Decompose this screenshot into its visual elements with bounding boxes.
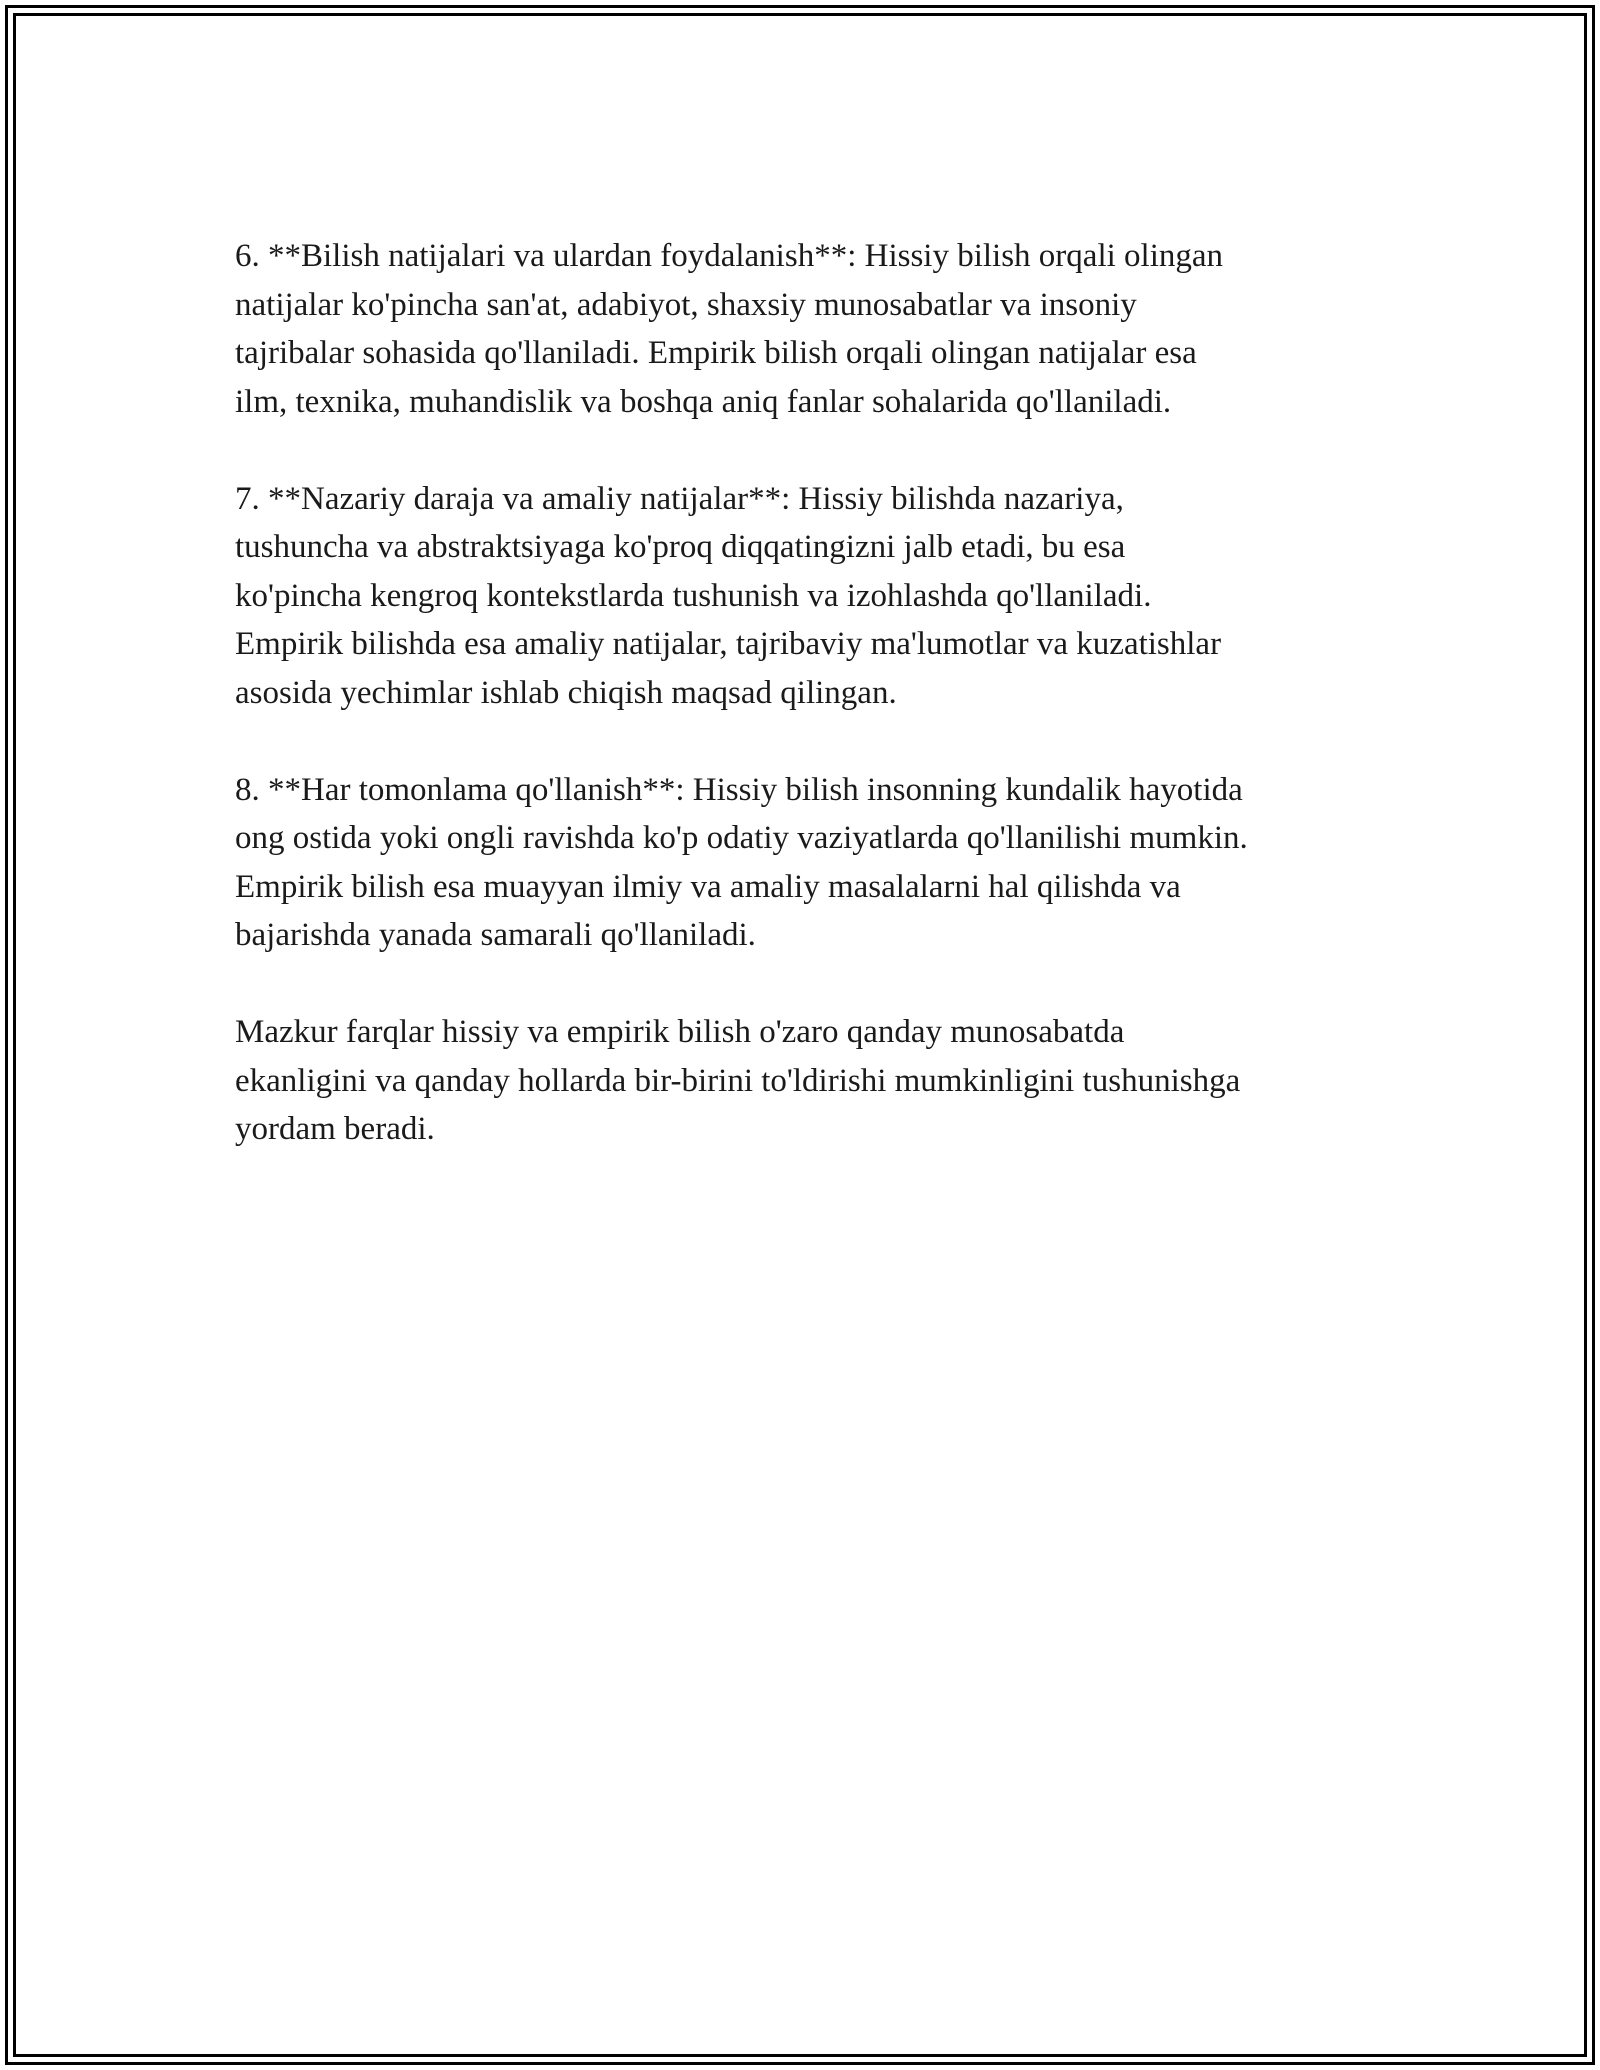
text-line: tushuncha va abstraktsiyaga ko'proq diqqatingizni jalb etadi, bu esa [235,529,1126,565]
text-line: natijalar ko'pincha san'at, adabiyot, shaxsiy munosabatlar va insoniy [235,286,1137,323]
text-line: 7. **Nazariy daraja va amaliy natijalar**: Hissiy bilishda nazariya, [235,480,1124,517]
text-line: 8. **Har tomonlama qo'llanish**: Hissiy bilish insonning kundalik hayotida [235,771,1243,808]
text-line: Mazkur farqlar hissiy va empirik bilish o'zaro qanday munosabatda [235,1014,1125,1050]
text-line: Empirik bilish esa muayyan ilmiy va amaliy masalalarni hal qilishda va [235,868,1181,905]
text-line: ilm, texnika, muhandislik va boshqa aniq fanlar sohalarida qo'llaniladi. [235,383,1172,420]
text-line: ong ostida yoki ongli ravishda ko'p odatiy vaziyatlarda qo'llanilishi mumkin. [235,820,1248,856]
paragraph-item-8 [235,766,1385,960]
text-line: 6. **Bilish natijalari va ulardan foydalanish**: Hissiy bilish orqali olingan [235,238,1224,274]
document-body [235,232,1385,1202]
text-line: ko'pincha kengroq kontekstlarda tushunish va izohlashda qo'llaniladi. [235,577,1152,614]
text-line: yordam beradi. [235,1111,435,1147]
paragraph-item-7 [235,475,1385,718]
text-line: tajribalar sohasida qo'llaniladi. Empirik bilish orqali olingan natijalar esa [235,335,1197,371]
text-line: Empirik bilishda esa amaliy natijalar, tajribaviy ma'lumotlar va kuzatishlar [235,626,1222,662]
paragraph-item-6 [235,232,1385,426]
text-line: asosida yechimlar ishlab chiqish maqsad qilingan. [235,674,897,711]
text-line: bajarishda yanada samarali qo'llaniladi. [235,917,756,953]
paragraph-conclusion [235,1008,1385,1154]
text-line: ekanligini va qanday hollarda bir-birini to'ldirishi mumkinligini tushunishga [235,1062,1241,1099]
